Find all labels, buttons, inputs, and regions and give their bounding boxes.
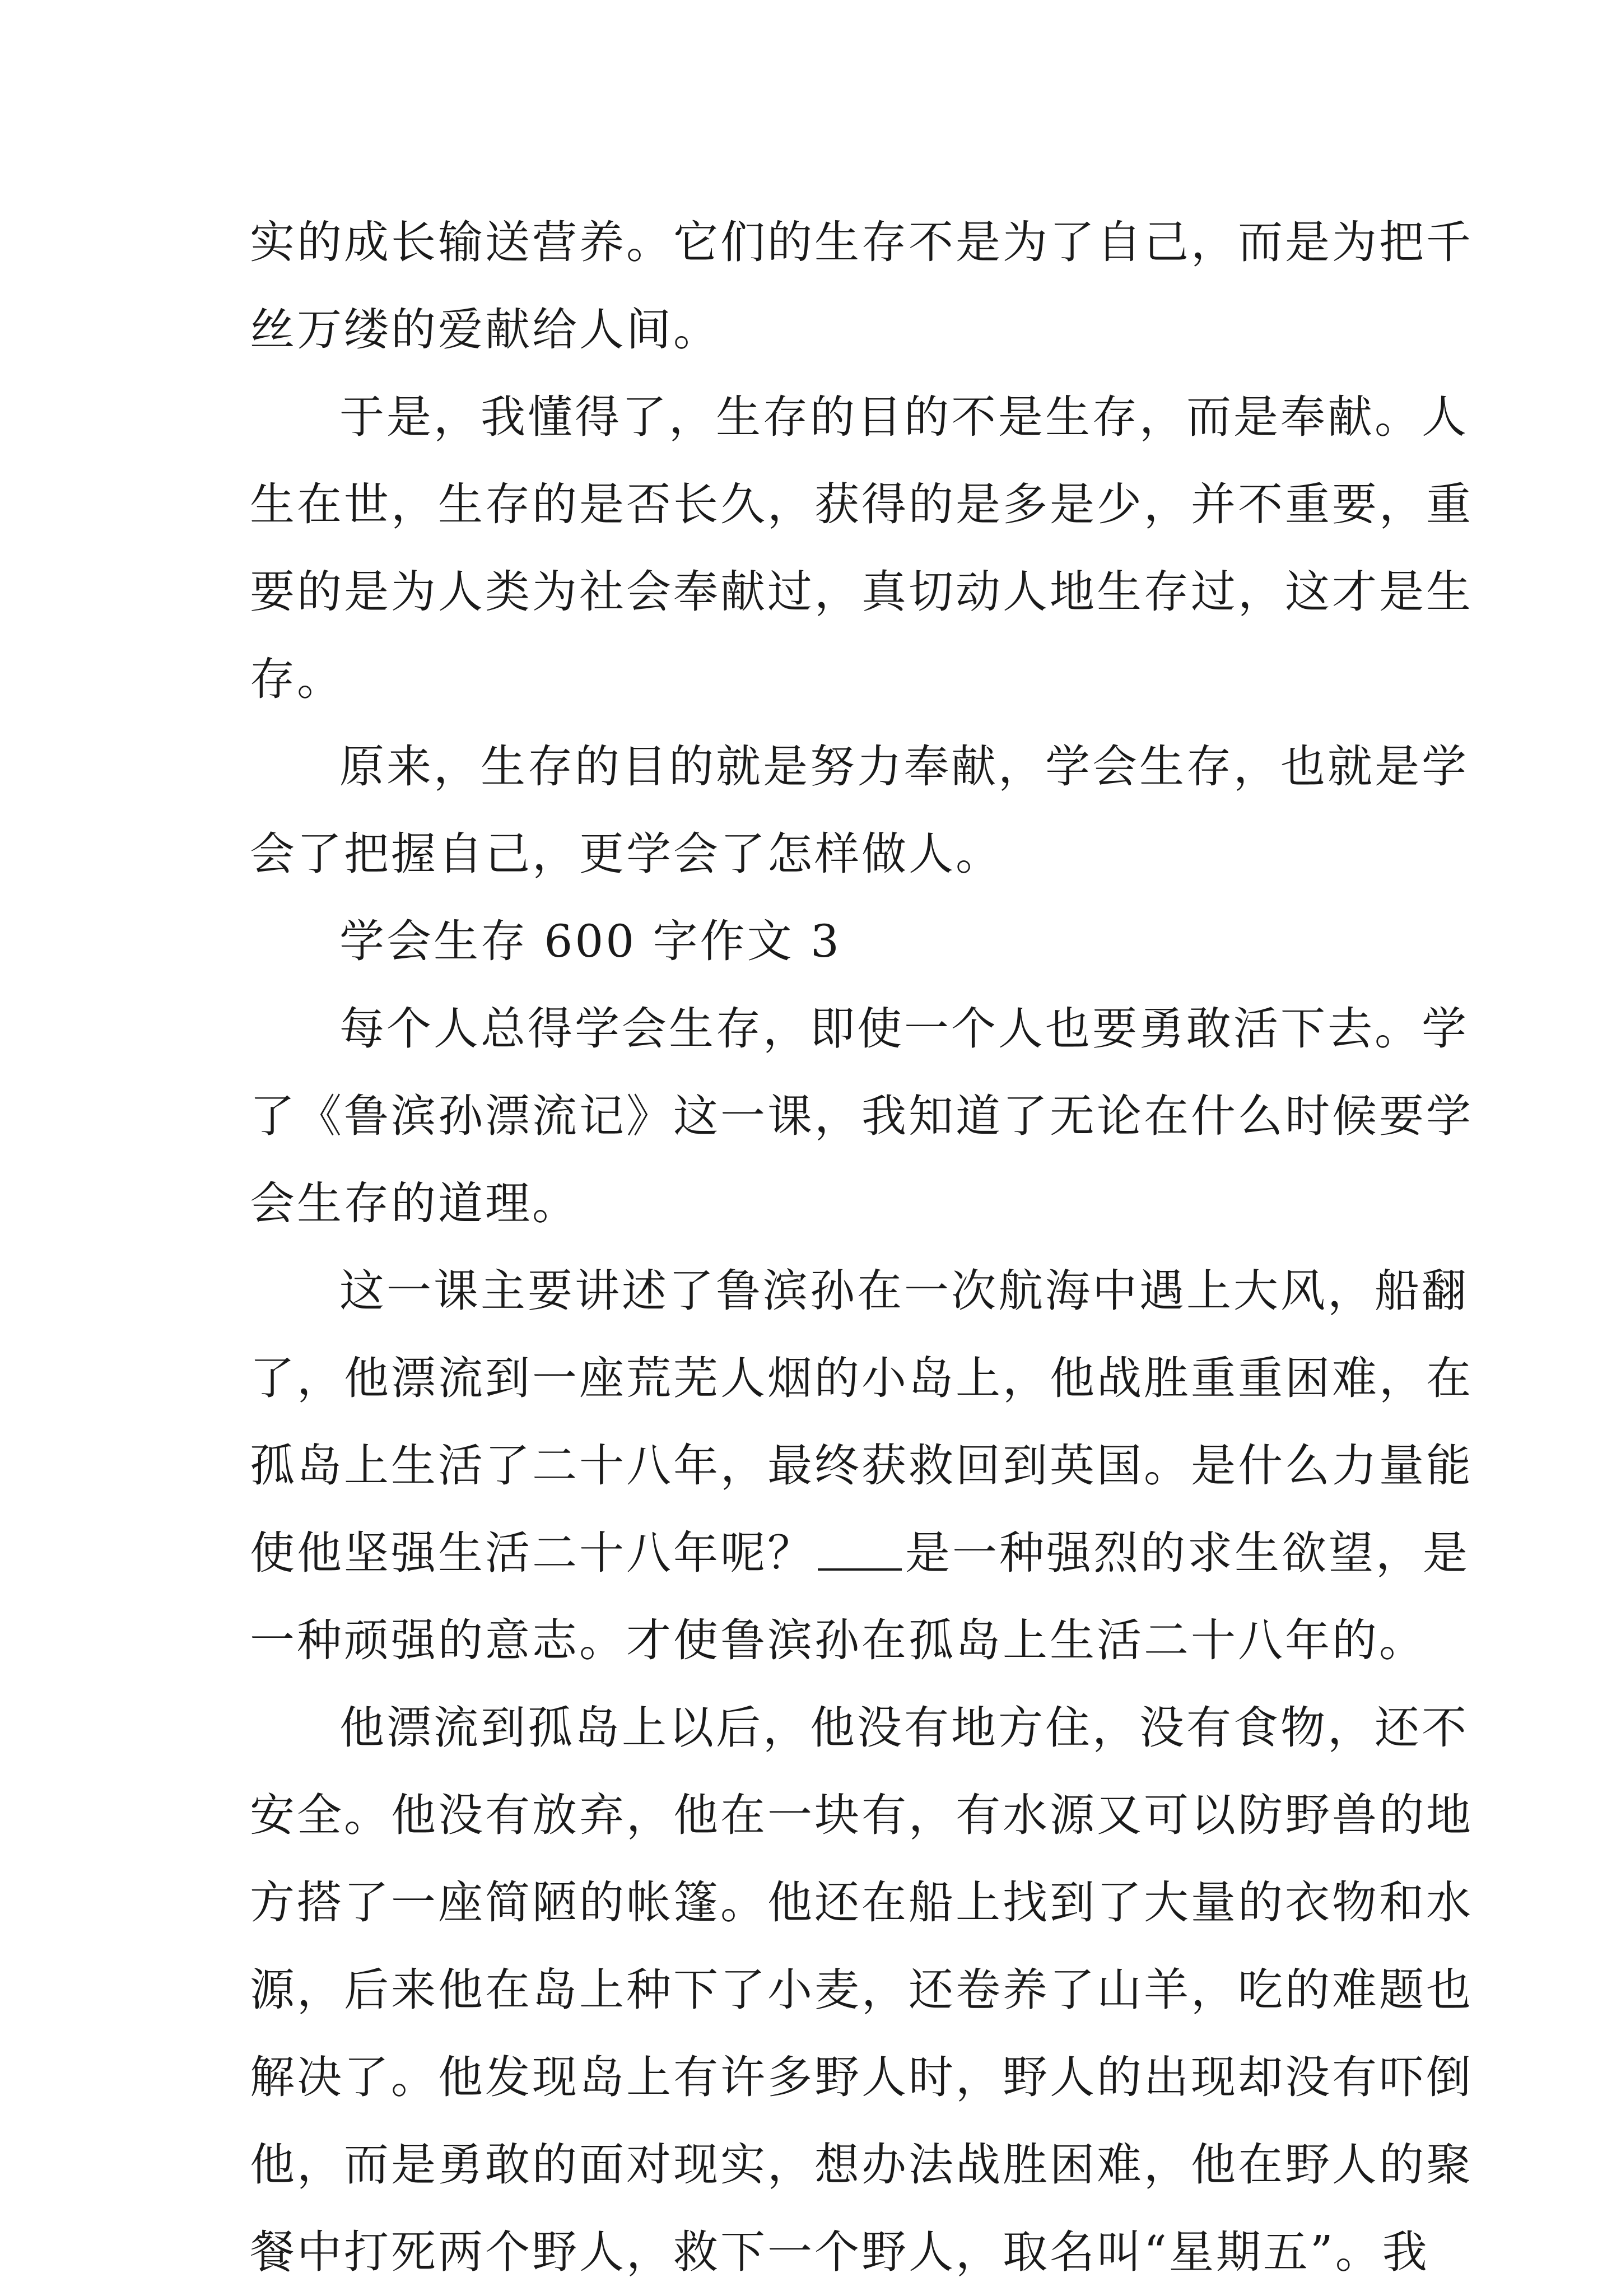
paragraph-first-line: 原来，生存的目的就是努力奉献，学会生存，也就是学 bbox=[339, 741, 1469, 793]
text-line-with-blank bbox=[250, 1510, 1470, 1597]
text-line: 源，后来他在岛上种下了小麦，还卷养了山羊，吃的难题也 bbox=[250, 1964, 1473, 2016]
document-body bbox=[250, 199, 1473, 2296]
text-line: 了《鲁滨孙漂流记》这一课，我知道了无论在什么时候要学 bbox=[250, 1090, 1473, 1142]
text-line: 解决了。他发现岛上有许多野人时，野人的出现却没有吓倒 bbox=[250, 2051, 1473, 2103]
text-line: 了，他漂流到一座荒芜人烟的小岛上，他战胜重重困难，在 bbox=[250, 1352, 1473, 1404]
paragraph-first-line: 这一课主要讲述了鲁滨孙在一次航海中遇上大风，船翻 bbox=[339, 1265, 1469, 1317]
text-line: 丝万缕的爱献给人间。 bbox=[250, 304, 720, 356]
text-line: 一种顽强的意志。才使鲁滨孙在孤岛上生活二十八年的。 bbox=[250, 1614, 1426, 1666]
text-line: 会了把握自己，更学会了怎样做人。 bbox=[250, 828, 1003, 880]
section-heading: 学会生存 600 字作文 3 bbox=[339, 915, 841, 967]
text-line: 要的是为人类为社会奉献过，真切动人地生存过，这才是生 bbox=[250, 566, 1473, 618]
text-line: 孤岛上生活了二十八年，最终获救回到英国。是什么力量能 bbox=[250, 1440, 1473, 1492]
text-line: 生在世，生存的是否长久，获得的是多是少，并不重要，重 bbox=[250, 478, 1473, 530]
text-line: 实的成长输送营养。它们的生存不是为了自己，而是为把千 bbox=[250, 216, 1473, 268]
text-segment: 是一种强烈的求生欲望，是 bbox=[905, 1527, 1470, 1579]
text-line: 会生存的道理。 bbox=[250, 1177, 579, 1229]
paragraph-first-line: 于是，我懂得了，生存的目的不是生存，而是奉献。人 bbox=[339, 391, 1469, 443]
paragraph-first-line: 他漂流到孤岛上以后，他没有地方住，没有食物，还不 bbox=[339, 1702, 1469, 1754]
text-line: 餐中打死两个野人，救下一个野人，取名叫“星期五”。我 bbox=[250, 2226, 1429, 2278]
text-line: 存。 bbox=[250, 653, 344, 705]
fill-in-blank bbox=[818, 1566, 902, 1571]
text-line: 安全。他没有放弃，他在一块有，有水源又可以防野兽的地 bbox=[250, 1789, 1473, 1841]
text-segment: 使他坚强生活二十八年呢？ bbox=[250, 1527, 814, 1579]
text-line: 他，而是勇敢的面对现实，想办法战胜困难，他在野人的聚 bbox=[250, 2139, 1473, 2191]
text-line: 方搭了一座简陋的帐篷。他还在船上找到了大量的衣物和水 bbox=[250, 1876, 1473, 1929]
paragraph-first-line: 每个人总得学会生存，即使一个人也要勇敢活下去。学 bbox=[339, 1003, 1469, 1055]
